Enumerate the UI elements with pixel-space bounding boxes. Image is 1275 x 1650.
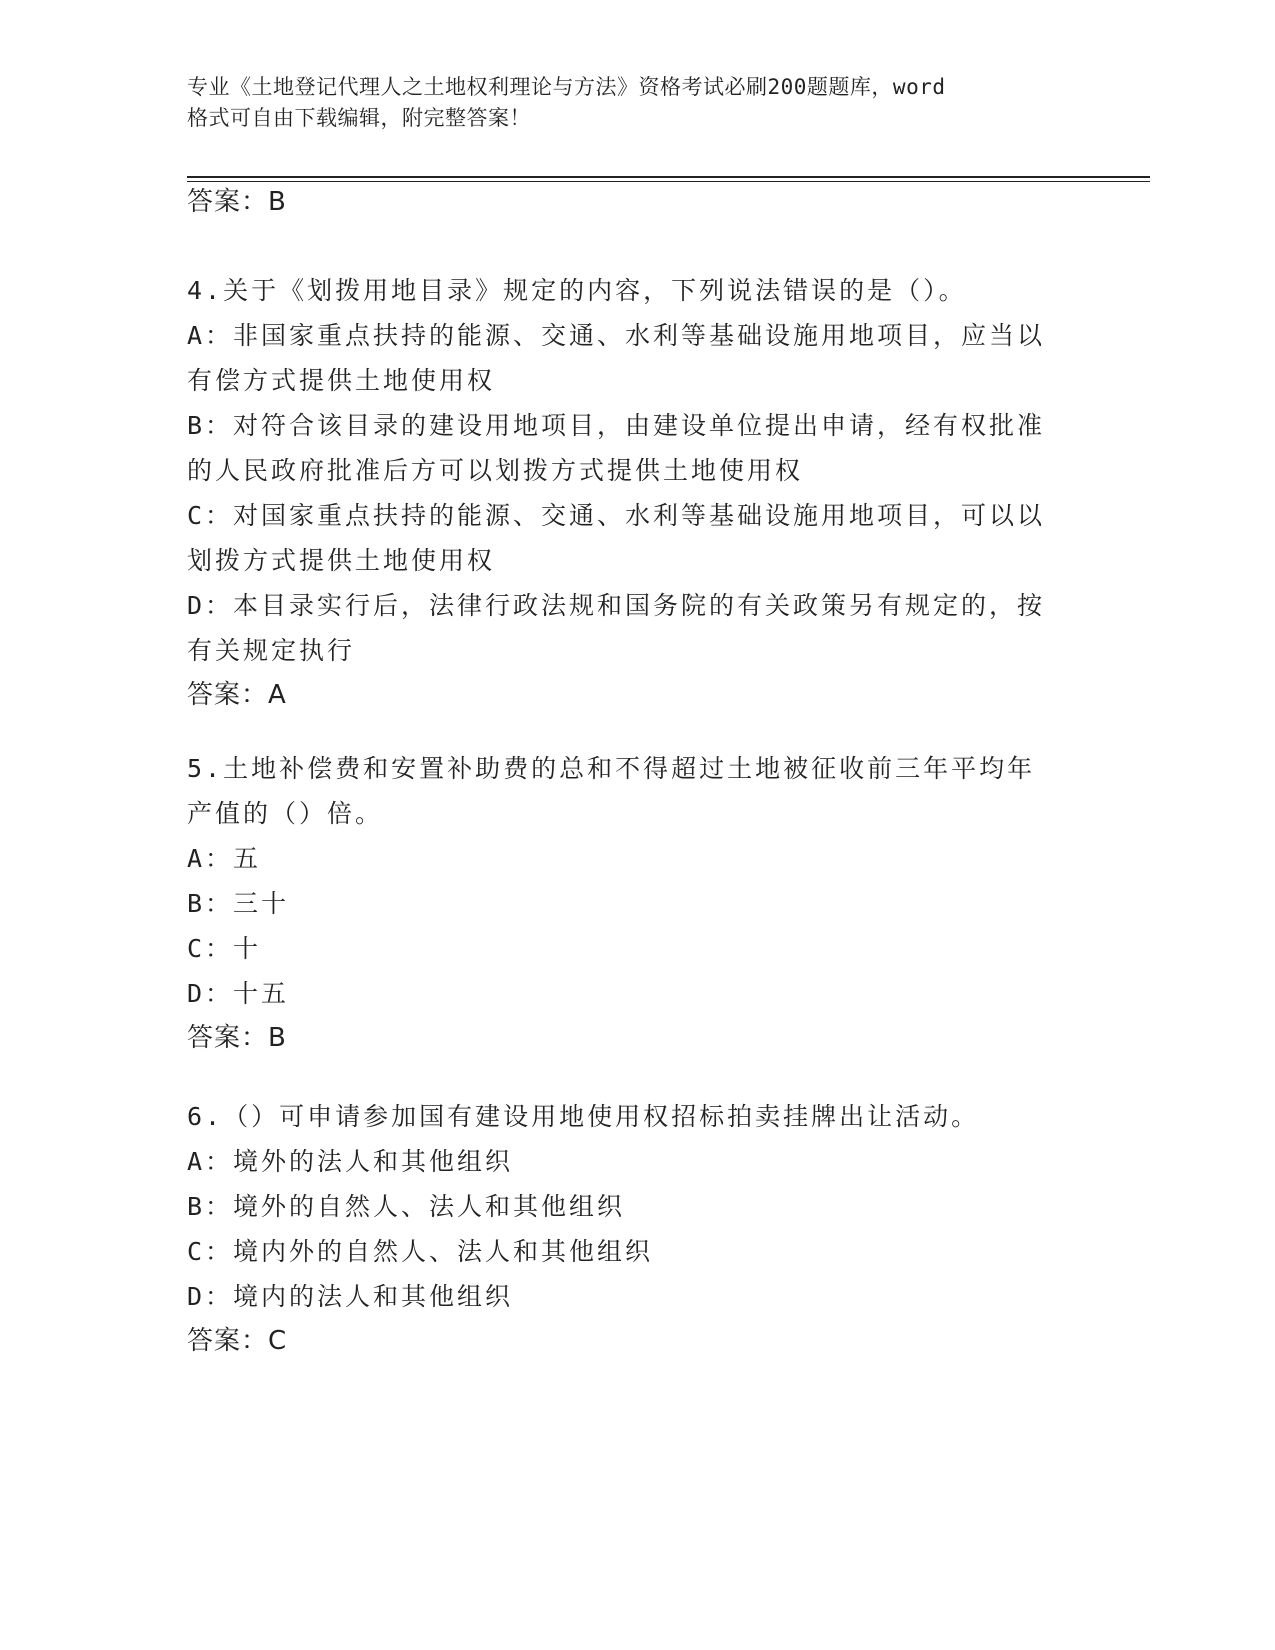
option-b: B：境外的自然人、法人和其他组织: [187, 1192, 626, 1221]
header-divider-thick: [187, 176, 1150, 178]
option-line: D：本目录实行后，法律行政法规和国务院的有关政策另有规定的，按: [187, 591, 1046, 620]
option-line: C：对国家重点扶持的能源、交通、水利等基础设施用地项目，可以以: [187, 501, 1046, 530]
option-line: 有关规定执行: [187, 636, 356, 665]
answer: 答案：B: [187, 1023, 287, 1053]
option-d: [187, 583, 1067, 673]
option-d: D：境内的法人和其他组织: [187, 1282, 514, 1311]
option-line: 划拨方式提供土地使用权: [187, 546, 496, 575]
option-c: [187, 493, 1067, 583]
option-a: [187, 313, 1067, 403]
document-header: [187, 72, 1067, 134]
question-stem: 5.土地补偿费和安置补助费的总和不得超过土地被征收前三年平均年: [187, 754, 1036, 783]
option-line: A：非国家重点扶持的能源、交通、水利等基础设施用地项目，应当以: [187, 321, 1046, 350]
previous-answer: 答案：B: [187, 187, 287, 217]
option-b: B：三十: [187, 889, 290, 918]
option-a: A：五: [187, 844, 262, 873]
question-6: [187, 1094, 1067, 1364]
option-c: C：十: [187, 934, 262, 963]
option-c: C：境内外的自然人、法人和其他组织: [187, 1237, 654, 1266]
option-a: A：境外的法人和其他组织: [187, 1147, 514, 1176]
option-line: 的人民政府批准后方可以划拨方式提供土地使用权: [187, 456, 804, 485]
question-stem: 6.（）可申请参加国有建设用地使用权招标拍卖挂牌出让活动。: [187, 1102, 980, 1131]
option-line: 有偿方式提供土地使用权: [187, 366, 496, 395]
header-line-2: 格式可自由下载编辑，附完整答案！: [187, 106, 531, 130]
option-d: D：十五: [187, 979, 290, 1008]
question-stem: 产值的（）倍。: [187, 799, 384, 828]
question-stem: 4.关于《划拨用地目录》规定的内容，下列说法错误的是（）。: [187, 276, 967, 305]
header-line-1: 专业《土地登记代理人之土地权利理论与方法》资格考试必刷200题题库，word: [187, 75, 946, 99]
answer: 答案：A: [187, 680, 287, 710]
option-line: B：对符合该目录的建设用地项目，由建设单位提出申请，经有权批准: [187, 411, 1046, 440]
question-4: [187, 268, 1067, 718]
option-b: [187, 403, 1067, 493]
answer: 答案：C: [187, 1326, 288, 1356]
question-5: [187, 746, 1067, 1061]
